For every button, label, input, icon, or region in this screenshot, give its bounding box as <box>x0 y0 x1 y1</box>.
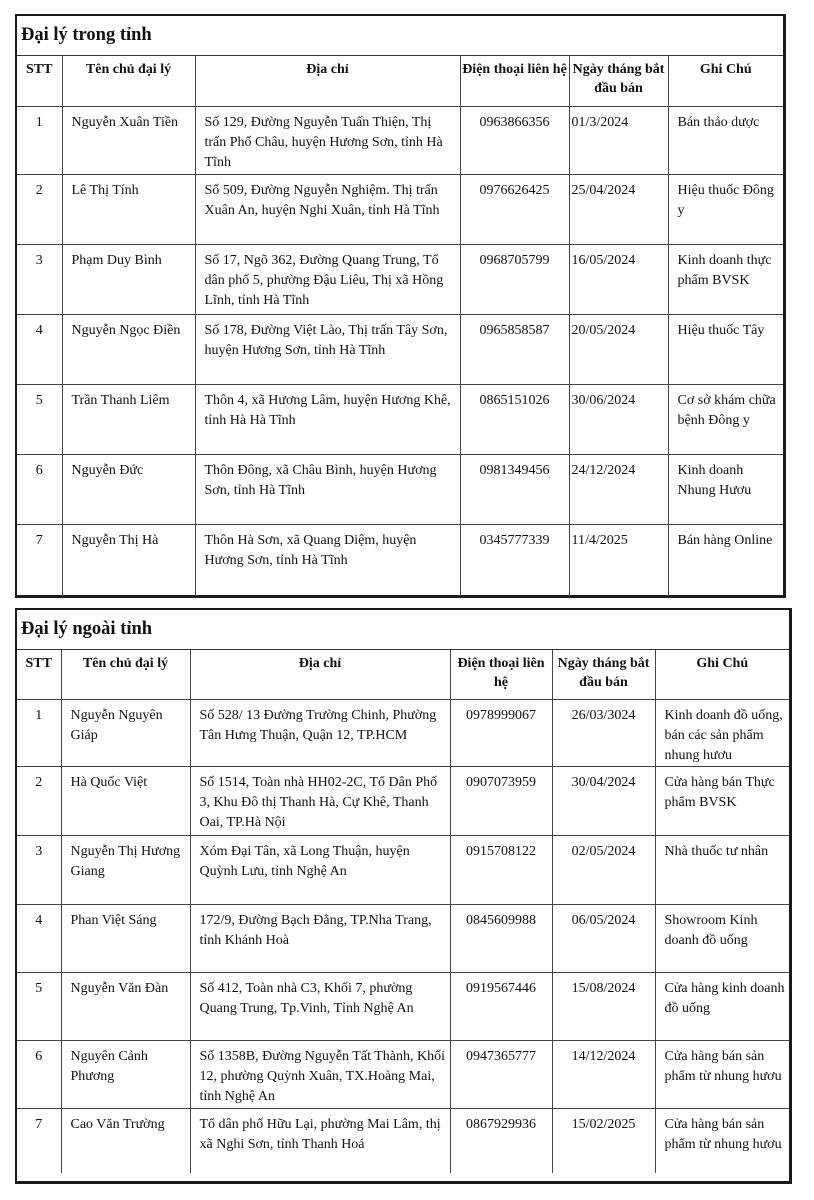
cell-start-date: 24/12/2024 <box>569 454 668 524</box>
out-province-grid <box>17 650 789 1173</box>
cell-stt: 4 <box>17 314 62 384</box>
cell-note: Bán hàng Online <box>668 524 783 596</box>
table-row <box>17 314 783 384</box>
cell-start-date: 15/02/2025 <box>552 1108 655 1173</box>
cell-phone: 0915708122 <box>450 835 552 904</box>
cell-name: Hà Quốc Việt <box>61 766 190 835</box>
table-row <box>17 384 783 454</box>
cell-stt: 5 <box>17 384 62 454</box>
cell-note: Cửa hàng bán Thực phẩm BVSK <box>655 766 789 835</box>
table-row <box>17 174 783 244</box>
cell-note: Hiệu thuốc Đông y <box>668 174 783 244</box>
cell-phone: 0965858587 <box>460 314 569 384</box>
cell-note: Hiệu thuốc Tây <box>668 314 783 384</box>
in-province-grid <box>17 56 783 596</box>
header-stt: STT <box>17 56 62 106</box>
cell-name: Nguyên Cảnh Phương <box>61 1040 190 1108</box>
cell-phone: 0978999067 <box>450 699 552 766</box>
cell-stt: 2 <box>17 766 61 835</box>
header-name: Tên chủ đại lý <box>61 650 190 699</box>
cell-phone: 0981349456 <box>460 454 569 524</box>
cell-stt: 6 <box>17 1040 61 1108</box>
cell-stt: 5 <box>17 972 61 1040</box>
cell-name: Cao Văn Trường <box>61 1108 190 1173</box>
cell-phone: 0865151026 <box>460 384 569 454</box>
cell-start-date: 14/12/2024 <box>552 1040 655 1108</box>
cell-phone: 0907073959 <box>450 766 552 835</box>
header-name: Tên chủ đại lý <box>62 56 195 106</box>
cell-address: Số 129, Đường Nguyễn Tuấn Thiện, Thị trấn Phố Châu, huyện Hương Sơn, tỉnh Hà Tĩnh <box>195 106 460 174</box>
cell-name: Trần Thanh Liêm <box>62 384 195 454</box>
cell-address: 172/9, Đường Bạch Đằng, TP.Nha Trang, tỉnh Khánh Hoà <box>190 904 450 972</box>
cell-name: Lê Thị Tính <box>62 174 195 244</box>
cell-start-date: 20/05/2024 <box>569 314 668 384</box>
table-row <box>17 766 789 835</box>
cell-note: Cửa hàng kinh doanh đồ uống <box>655 972 789 1040</box>
cell-note: Cửa hàng bán sản phẩm từ nhung hươu <box>655 1040 789 1108</box>
cell-address: Thôn Hà Sơn, xã Quang Diệm, huyện Hương Sơn, tỉnh Hà Tĩnh <box>195 524 460 596</box>
cell-note: Nhà thuốc tư nhân <box>655 835 789 904</box>
cell-address: Thôn 4, xã Hương Lâm, huyện Hương Khê, tỉnh Hà Hà Tĩnh <box>195 384 460 454</box>
table-row <box>17 244 783 314</box>
cell-phone: 0947365777 <box>450 1040 552 1108</box>
cell-stt: 2 <box>17 174 62 244</box>
table-row <box>17 835 789 904</box>
cell-address: Số 178, Đường Việt Lào, Thị trấn Tây Sơn, huyện Hương Sơn, tỉnh Hà Tĩnh <box>195 314 460 384</box>
cell-start-date: 30/04/2024 <box>552 766 655 835</box>
cell-start-date: 26/03/3024 <box>552 699 655 766</box>
cell-address: Số 1358B, Đường Nguyễn Tất Thành, Khối 12, phường Quỳnh Xuân, TX.Hoàng Mai, tỉnh Nghệ An <box>190 1040 450 1108</box>
header-address: Địa chỉ <box>190 650 450 699</box>
cell-start-date: 30/06/2024 <box>569 384 668 454</box>
cell-note: Kinh doanh thực phẩm BVSK <box>668 244 783 314</box>
cell-start-date: 25/04/2024 <box>569 174 668 244</box>
table-row <box>17 524 783 596</box>
cell-name: Nguyễn Nguyên Giáp <box>61 699 190 766</box>
in-province-rows <box>17 106 783 596</box>
cell-start-date: 01/3/2024 <box>569 106 668 174</box>
header-row <box>17 650 789 699</box>
cell-address: Số 412, Toàn nhà C3, Khối 7, phường Quang Trung, Tp.Vinh, Tỉnh Nghệ An <box>190 972 450 1040</box>
cell-phone: 0976626425 <box>460 174 569 244</box>
in-province-agents-table <box>15 14 786 598</box>
header-address: Địa chỉ <box>195 56 460 106</box>
cell-start-date: 06/05/2024 <box>552 904 655 972</box>
cell-start-date: 11/4/2025 <box>569 524 668 596</box>
table-row <box>17 106 783 174</box>
cell-note: Cơ sở khám chữa bệnh Đông y <box>668 384 783 454</box>
cell-stt: 1 <box>17 699 61 766</box>
header-start-date: Ngày tháng bắt đầu bán <box>569 56 668 106</box>
cell-stt: 3 <box>17 835 61 904</box>
out-province-title: Đại lý ngoài tỉnh <box>17 610 789 650</box>
cell-address: Số 1514, Toàn nhà HH02-2C, Tổ Dân Phố 3, Khu Đô thị Thanh Hà, Cự Khê, Thanh Oai, TP.Hà Nội <box>190 766 450 835</box>
cell-note: Showroom Kinh doanh đồ uống <box>655 904 789 972</box>
table-row <box>17 904 789 972</box>
cell-stt: 6 <box>17 454 62 524</box>
cell-phone: 0867929936 <box>450 1108 552 1173</box>
header-note: Ghi Chú <box>655 650 789 699</box>
cell-note: Cửa hàng bán sản phẩm từ nhung hươu <box>655 1108 789 1173</box>
header-phone: Điện thoại liên hệ <box>460 56 569 106</box>
cell-address: Số 528/ 13 Đường Trường Chinh, Phường Tân Hưng Thuận, Quận 12, TP.HCM <box>190 699 450 766</box>
cell-note: Bán thảo dược <box>668 106 783 174</box>
cell-name: Nguyễn Thị Hà <box>62 524 195 596</box>
cell-start-date: 15/08/2024 <box>552 972 655 1040</box>
cell-address: Xóm Đại Tân, xã Long Thuận, huyện Quỳnh Lưu, tỉnh Nghệ An <box>190 835 450 904</box>
header-start-date: Ngày tháng bắt đầu bán <box>552 650 655 699</box>
cell-phone: 0345777339 <box>460 524 569 596</box>
cell-stt: 3 <box>17 244 62 314</box>
cell-stt: 1 <box>17 106 62 174</box>
header-row <box>17 56 783 106</box>
cell-address: Thôn Đông, xã Châu Bình, huyện Hương Sơn, tỉnh Hà Tĩnh <box>195 454 460 524</box>
cell-name: Nguyễn Xuân Tiền <box>62 106 195 174</box>
cell-stt: 4 <box>17 904 61 972</box>
cell-name: Nguyễn Văn Đàn <box>61 972 190 1040</box>
header-note: Ghi Chú <box>668 56 783 106</box>
in-province-title: Đại lý trong tỉnh <box>17 16 783 56</box>
header-stt: STT <box>17 650 61 699</box>
table-row <box>17 1108 789 1173</box>
cell-phone: 0845609988 <box>450 904 552 972</box>
table-row <box>17 699 789 766</box>
header-phone: Điện thoại liên hệ <box>450 650 552 699</box>
cell-phone: 0919567446 <box>450 972 552 1040</box>
cell-address: Số 17, Ngõ 362, Đường Quang Trung, Tổ dân phố 5, phường Đậu Liêu, Thị xã Hồng Lĩnh, tỉnh Hà Tĩnh <box>195 244 460 314</box>
cell-start-date: 16/05/2024 <box>569 244 668 314</box>
cell-note: Kinh doanh đồ uống, bán các sản phẩm nhung hươu <box>655 699 789 766</box>
out-province-rows <box>17 699 789 1173</box>
cell-name: Phan Việt Sáng <box>61 904 190 972</box>
cell-stt: 7 <box>35 532 43 548</box>
table-row <box>17 972 789 1040</box>
cell-name: Nguyễn Đức <box>62 454 195 524</box>
cell-stt: 7 <box>35 1116 43 1132</box>
out-province-agents-table <box>15 608 792 1184</box>
cell-start-date: 02/05/2024 <box>552 835 655 904</box>
cell-phone: 0963866356 <box>460 106 569 174</box>
table-row <box>17 1040 789 1108</box>
cell-phone: 0968705799 <box>460 244 569 314</box>
table-row <box>17 454 783 524</box>
cell-name: Nguyễn Ngọc Điền <box>62 314 195 384</box>
cell-address: Số 509, Đường Nguyễn Nghiệm. Thị trấn Xuân An, huyện Nghi Xuân, tỉnh Hà Tĩnh <box>195 174 460 244</box>
cell-note: Kinh doanh Nhung Hươu <box>668 454 783 524</box>
cell-name: Nguyễn Thị Hương Giang <box>61 835 190 904</box>
cell-address: Tổ dân phố Hữu Lại, phường Mai Lâm, thị xã Nghi Sơn, tỉnh Thanh Hoá <box>190 1108 450 1173</box>
cell-name: Phạm Duy Bình <box>62 244 195 314</box>
